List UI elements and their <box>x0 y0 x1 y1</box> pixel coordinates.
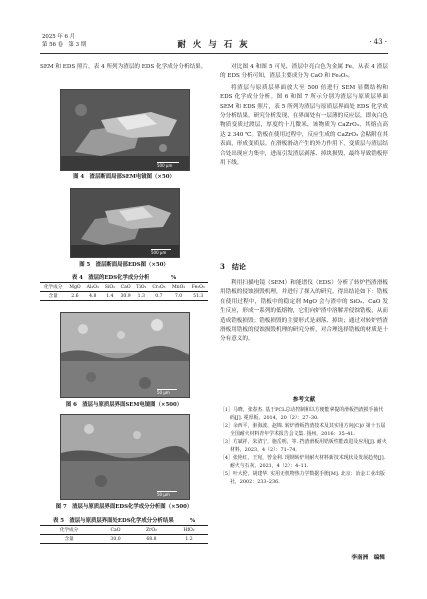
table-5-header: ZrO₂ <box>145 527 157 533</box>
conclusion-text <box>220 279 388 345</box>
table-4-header: MgO <box>69 284 81 290</box>
table-cell: 30.0 <box>110 536 121 542</box>
sem-micrograph-icon <box>61 313 189 397</box>
figure-4-sem-image <box>60 89 190 171</box>
table-cell: 0.7 <box>155 293 163 299</box>
figure-5-caption: 图 5 渣层断面局部EDS图（×50） <box>79 262 169 268</box>
table-4-header: MnO₂ <box>171 284 186 290</box>
figure-5-scale: 500 μm <box>151 250 167 255</box>
issue-date: 2025 年 6 月 <box>42 34 76 40</box>
table-cell: 1.2 <box>185 536 193 542</box>
reference-item: ［4］张艳红，王宛，曾金利. 现钢转炉用耐火材料新技术现状及发展趋势[J]. 耐火与石灰，2021，4（2）：4–11. <box>220 455 386 469</box>
table-4-caption: 表 4 渣层的EDS化学成分分析 % <box>71 275 177 281</box>
table-cell: 51.3 <box>193 293 204 299</box>
table-row <box>40 292 208 301</box>
table-5 <box>40 525 208 544</box>
page-number: · 43 · <box>369 38 387 46</box>
table-4-header: CaO <box>120 284 131 290</box>
figure-7-eds-image <box>60 414 190 500</box>
reference-item: ［2］余西平，驱海波，赵锦. 转炉滑板挡渣技术及其实用方向[C]// 第十五届全国耐火材料青年学术报告会文集. 扬州，2016：35–41. <box>220 423 386 437</box>
right-column-text <box>220 63 388 168</box>
sem-micrograph-icon <box>61 90 189 170</box>
right-paragraph-2: 将渣层与原质层界面放大至 500 倍进行 SEM 显微结构和 EDS 化学成分分析。图 6 和图 7 所示分别为渣层与原质层界面 SEM 和 EDS 照片，表 5 所列为渣层与原质层界面处 EDS 化学成分分析结果。研究分析发现，在界面处有一层薄的反应层，即灰白色物质变质过渡层，厚度约十几微米，该物质为 CaZrO₃，其熔点高达 2 340 ℃。锆板在使用过程中，反应生成的 CaZrO₃ 会粘附在其表面，形成变质层。在滑板滑动产生的外力作用下，变质层与渣层结合处出现应力集中，进而引发渣层剥落、掉块损毁，最终导致锆板停用下线。 <box>220 84 388 167</box>
table-4-header: TiO₂ <box>136 284 147 290</box>
table-5-header-row <box>40 526 208 535</box>
figure-6-sem-image <box>60 312 190 398</box>
volume-issue: 第 56 卷 第 3 期 <box>42 41 87 48</box>
journal-title: 耐 火 与 石 灰 <box>177 40 250 50</box>
references-list <box>220 406 388 486</box>
references-title: 参考文献 <box>292 397 316 403</box>
left-column-text <box>40 63 208 72</box>
table-4-header-row <box>40 283 208 292</box>
figure-7-caption: 图 7 渣层与原质层界面EDS化学成分分析图（×500） <box>55 504 193 510</box>
left-paragraph: SEM 和 EDS 照片，表 4 所列为渣层的 EDS 化学成分分析结果。 <box>40 64 207 70</box>
table-cell: 2.6 <box>71 293 79 299</box>
reference-item: ［1］马晓，张春杰. 基于PCL总动控制和以方便能拿提的滑板挡渣损手抽代码[J]. 冕厚板，2014，20（2）：27–30. <box>220 407 384 421</box>
figure-5-eds-image <box>70 188 180 258</box>
conclusion-paragraph: 利用扫描电镜（SEM）和能谱仪（EDS）分析了转炉挡渣滑板用锆板的侵蚀损毁机理，并进行了探入的研究。得出结论如下：锆板在使用过程中，锆板中的稳定剂 MgO 会与渣中的 SiO₂、CaO 发生反应，形成一系列的低熔物，它们向炉渣中溶解并侵蚀锆板，从而造成锆板损毁；锆板损毁的主要形式是剥落、掉块；通过对转炉挡渣滑板用锆板的侵蚀损毁机理的研究分析，对合理选择锆板的材质是十分有意义的。 <box>220 280 388 343</box>
table-4 <box>40 282 208 301</box>
reference-item: ［5］叶大伦，胡建华. 实用无机物热力学数据手册[M]. 北京：冶金工业出版社，2002：233–236. <box>220 471 385 485</box>
table-5-caption: 表 5 渣层与原质层界面处EDS化学成分分析结果 % <box>52 518 196 524</box>
table-row <box>40 535 208 544</box>
figure-7-scale: 50 μm <box>157 492 170 497</box>
right-paragraph-1: 对比图 4 和图 5 可见，渣层中亮白色为金属 Fe，从表 4 渣层的 EDS 分析可知，渣层主要成分为 CaO 和 Fe₂O₃。 <box>220 64 388 80</box>
table-cell: 4.8 <box>89 293 97 299</box>
table-cell: 含量 <box>48 294 58 299</box>
figure-4-caption: 图 4 渣层断面局部SEM电镜图（×50） <box>73 174 175 180</box>
editor-credit: 李南洲 编辑 <box>351 555 385 561</box>
table-4-header: SiO₂ <box>104 284 115 290</box>
figure-4-scale: 500 μm <box>157 163 173 168</box>
figure-6-caption: 图 6 渣层与原质层界面SEM电镜图（×500） <box>65 402 183 408</box>
table-cell: 30.9 <box>120 293 131 299</box>
table-cell: 68.8 <box>146 536 157 542</box>
table-4-header: 化学成分 <box>43 285 63 290</box>
table-4-header: Cr₂O₃ <box>152 284 166 290</box>
table-5-header: HfO₂ <box>183 527 195 533</box>
table-5-header: 化学成分 <box>59 528 79 533</box>
table-4-header: Al₂O₃ <box>86 284 99 290</box>
reference-item: ［3］方斌祥，朱清宁，施岳明，等. 挡渣滑板用锆板性能改进及应用[J]. 耐火材料，2023，4（2）：71–74. <box>220 439 387 453</box>
table-cell: 7.0 <box>174 293 183 299</box>
table-4-header: Fe₂O₃ <box>191 284 205 290</box>
table-cell: 1.4 <box>106 293 114 299</box>
figure-6-scale: 50 μm <box>157 390 170 395</box>
eds-map-icon <box>61 415 189 499</box>
section-heading-conclusion: 3 结论 <box>220 262 246 271</box>
eds-map-icon <box>71 189 179 257</box>
table-5-header: CaO <box>110 527 121 533</box>
table-cell: 含量 <box>64 537 74 542</box>
table-cell: 1.3 <box>137 293 145 299</box>
header-rule <box>40 53 388 54</box>
